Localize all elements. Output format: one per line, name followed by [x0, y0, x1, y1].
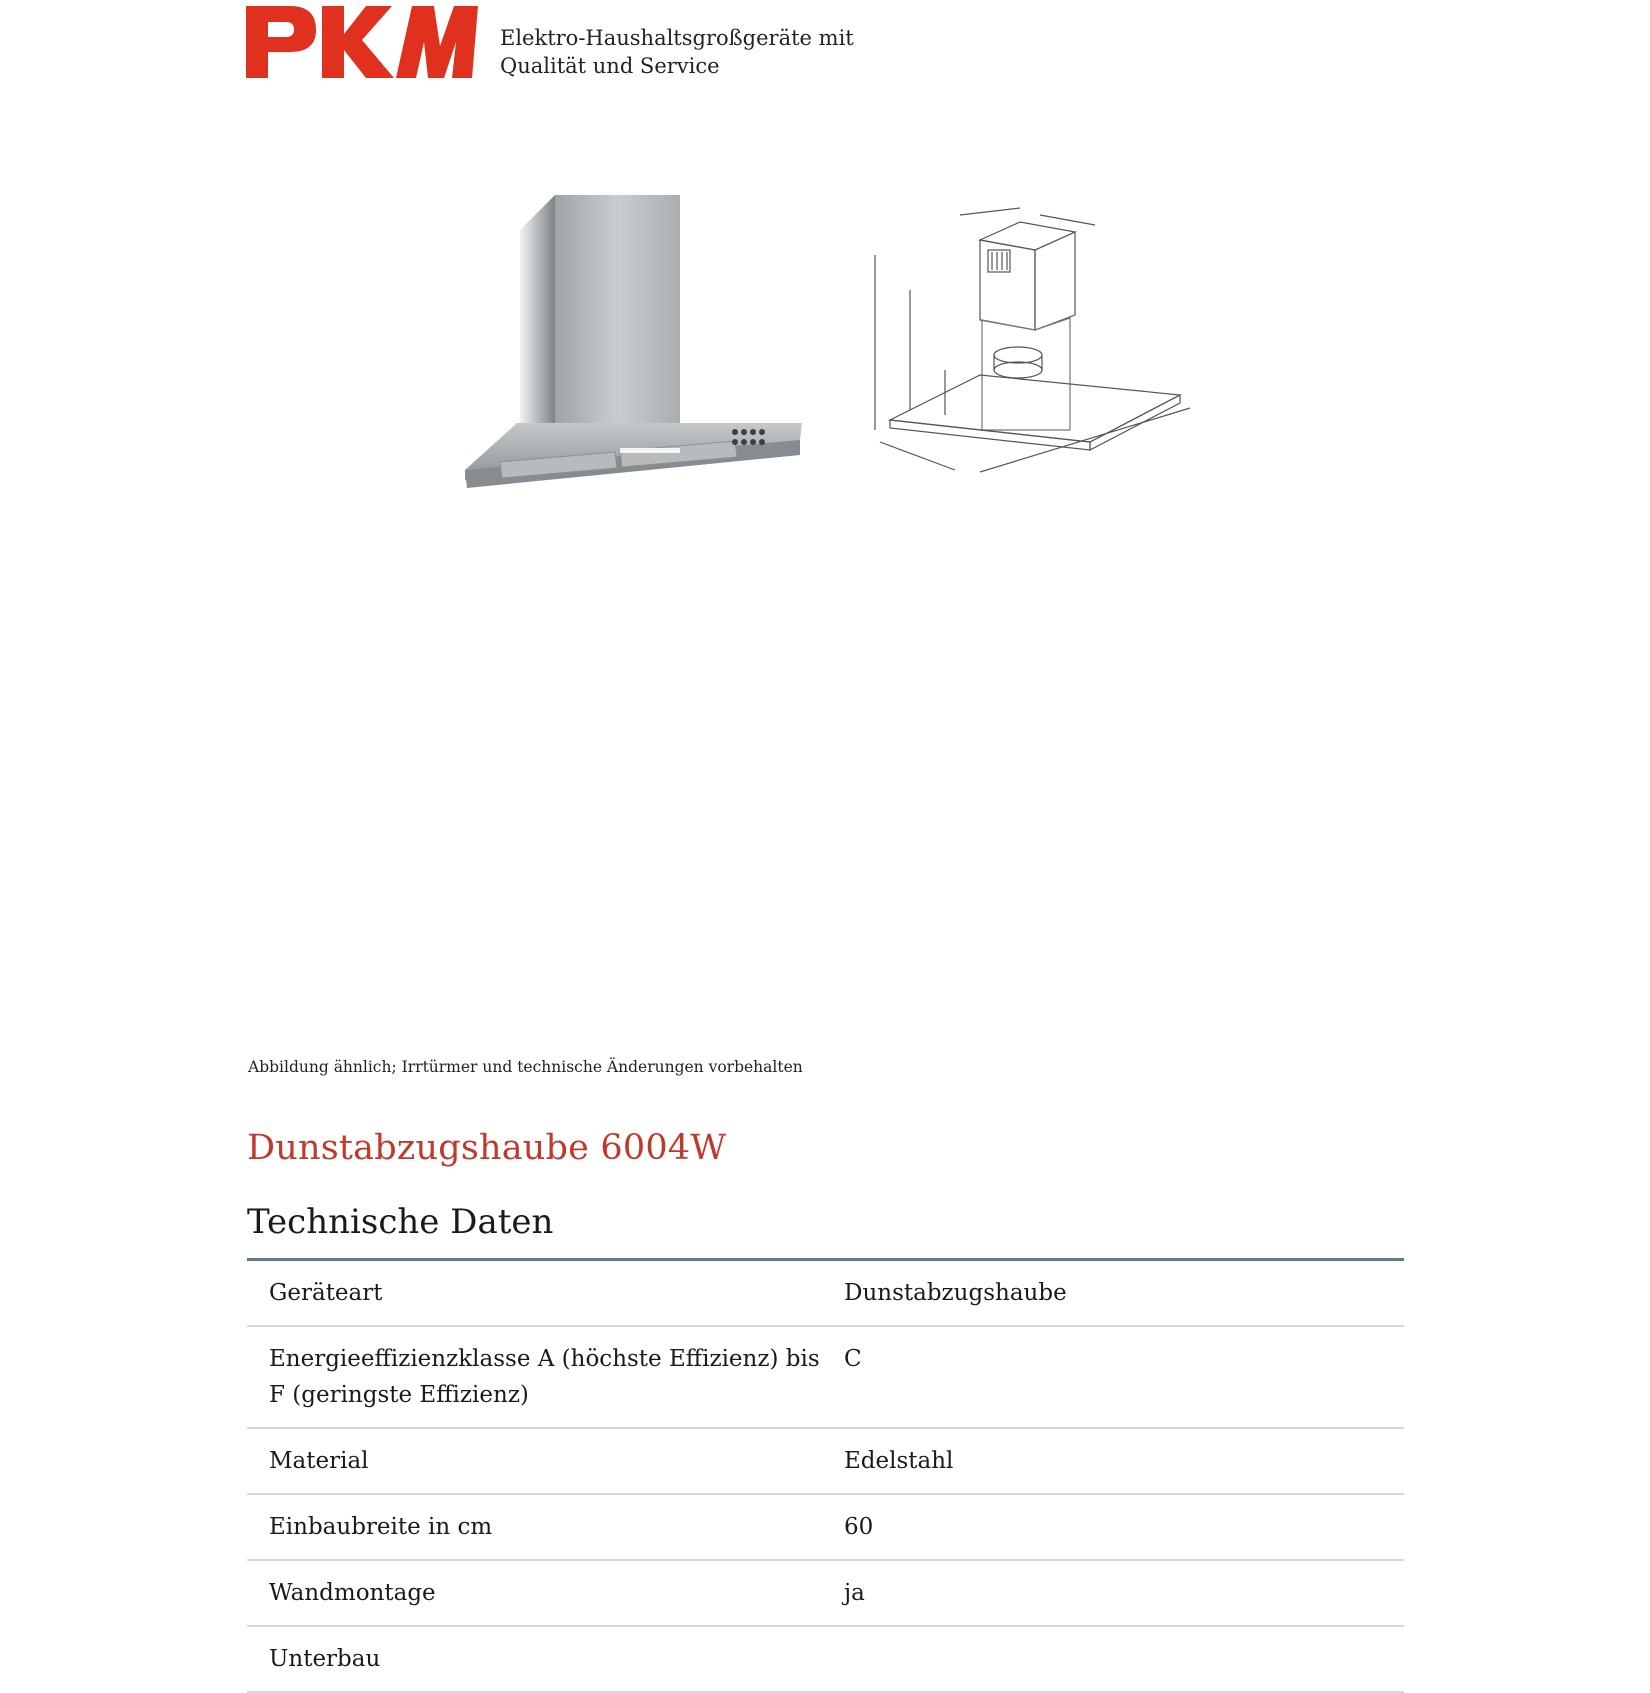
- pkm-logo: [246, 2, 478, 80]
- table-row: [247, 1261, 1404, 1327]
- spec-label: Material: [269, 1448, 369, 1474]
- spec-value: 60: [844, 1514, 874, 1540]
- table-row: [247, 1327, 1404, 1429]
- table-row: [247, 1561, 1404, 1627]
- table-row: [247, 1495, 1404, 1561]
- table-row: [247, 1627, 1404, 1693]
- spec-label: Wandmontage: [269, 1580, 436, 1606]
- company-tagline: [500, 24, 854, 80]
- spec-value: Dunstabzugshaube: [844, 1280, 1067, 1306]
- page-header: [246, 2, 946, 82]
- spec-label: Energieeffizienzklasse A (höchste Effizienz) bis F (geringste Effizienz): [269, 1346, 820, 1408]
- range-hood-photo: [405, 140, 830, 530]
- disclaimer-text: Abbildung ähnlich; Irrtürmer und technische Änderungen vorbehalten: [248, 1058, 803, 1076]
- spec-value: ja: [844, 1580, 865, 1606]
- section-title: Technische Daten: [247, 1202, 554, 1242]
- tagline-line-1: Elektro-Haushaltsgroßgeräte mit: [500, 26, 854, 50]
- table-row: [247, 1429, 1404, 1495]
- spec-value: [844, 1641, 1404, 1677]
- spec-value: C: [844, 1346, 862, 1372]
- spec-value: Edelstahl: [844, 1448, 954, 1474]
- spec-label: Einbaubreite in cm: [269, 1514, 493, 1540]
- dimension-drawing: [870, 180, 1250, 490]
- product-title: Dunstabzugshaube 6004W: [247, 1128, 727, 1168]
- spec-table: [247, 1258, 1404, 1693]
- tagline-line-2: Qualität und Service: [500, 54, 720, 78]
- spec-label: Geräteart: [269, 1280, 383, 1306]
- spec-label: Unterbau: [269, 1646, 381, 1672]
